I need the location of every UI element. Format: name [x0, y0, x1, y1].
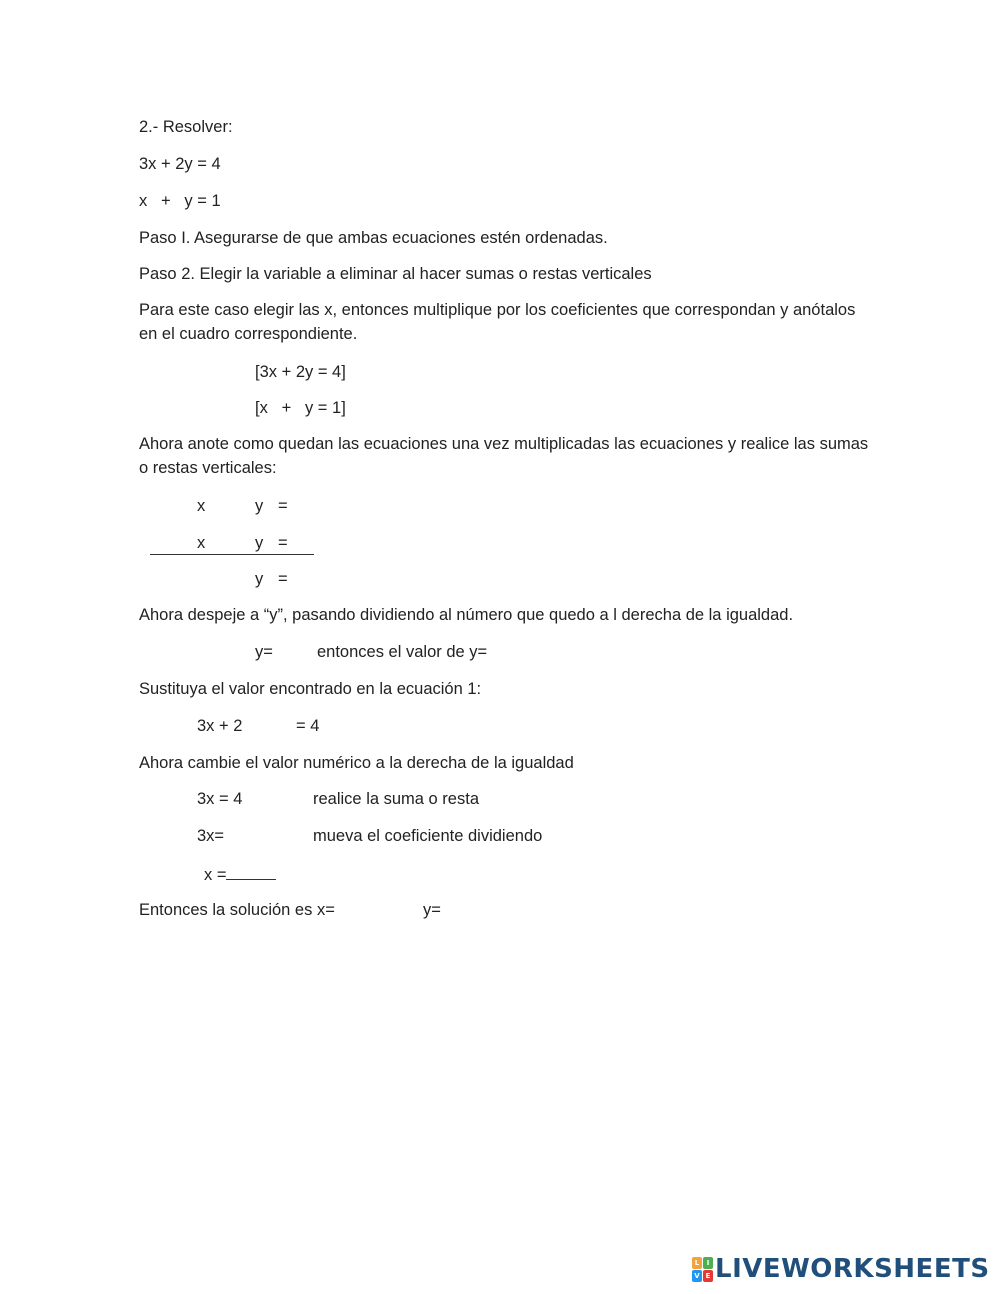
bracket-equation-2: [x + y = 1]: [255, 399, 346, 417]
x-equals: x =: [204, 866, 227, 884]
liveworksheets-logo: [692, 1254, 990, 1284]
row1-eq: =: [278, 497, 288, 515]
row3-eq: =: [278, 570, 288, 588]
row1-x: x: [197, 497, 206, 515]
liveworksheets-mark-icon: L I V E: [692, 1257, 712, 1281]
instruction-change: Ahora cambie el valor numérico a la derecha de la igualdad: [139, 754, 574, 772]
instruction-solve-y: Ahora despeje a “y”, pasando dividiendo al número que quedo a l derecha de la igualdad.: [139, 606, 794, 624]
step-3x-note: mueva el coeficiente dividiendo: [313, 827, 543, 845]
row3-y: y: [255, 570, 264, 588]
brand-name: LIVEWORKSHEETS: [715, 1254, 990, 1284]
row2-x: x: [197, 534, 206, 552]
substitute-right: = 4: [296, 717, 320, 735]
row2-eq: =: [278, 534, 288, 552]
step-2: Paso 2. Elegir la variable a eliminar al hacer sumas o restas verticales: [139, 265, 652, 283]
solution-text: Entonces la solución es x=: [139, 901, 335, 919]
bracket-equation-1: [3x + 2y = 4]: [255, 363, 346, 381]
step-3x: 3x=: [197, 827, 225, 845]
y-value-text: entonces el valor de y=: [317, 643, 488, 661]
instruction-substitute: Sustituya el valor encontrado en la ecuación 1:: [139, 680, 482, 698]
x-answer-blank: [226, 865, 276, 880]
equation-2: x + y = 1: [139, 192, 221, 210]
row1-y: y: [255, 497, 264, 515]
instruction-sum: Ahora anote como quedan las ecuaciones una vez multiplicadas las ecuaciones y realice las sumas o restas verticales:: [139, 435, 869, 477]
exercise-title: 2.- Resolver:: [139, 118, 233, 136]
step-1: Paso I. Asegurarse de que ambas ecuaciones estén ordenadas.: [139, 229, 608, 247]
sum-line: [150, 554, 314, 555]
x-equals-row: [204, 865, 276, 884]
solution-y: y=: [423, 901, 441, 919]
step-3x-4-note: realice la suma o resta: [313, 790, 479, 808]
row2-y: y: [255, 534, 264, 552]
equation-1: 3x + 2y = 4: [139, 155, 221, 173]
instruction-multiply: Para este caso elegir las x, entonces multiplique por los coeficientes que correspondan y anótalos en el cuadro correspondiente.: [139, 301, 856, 343]
substitute-left: 3x + 2: [197, 717, 243, 735]
y-equals: y=: [255, 643, 273, 661]
step-3x-4: 3x = 4: [197, 790, 243, 808]
